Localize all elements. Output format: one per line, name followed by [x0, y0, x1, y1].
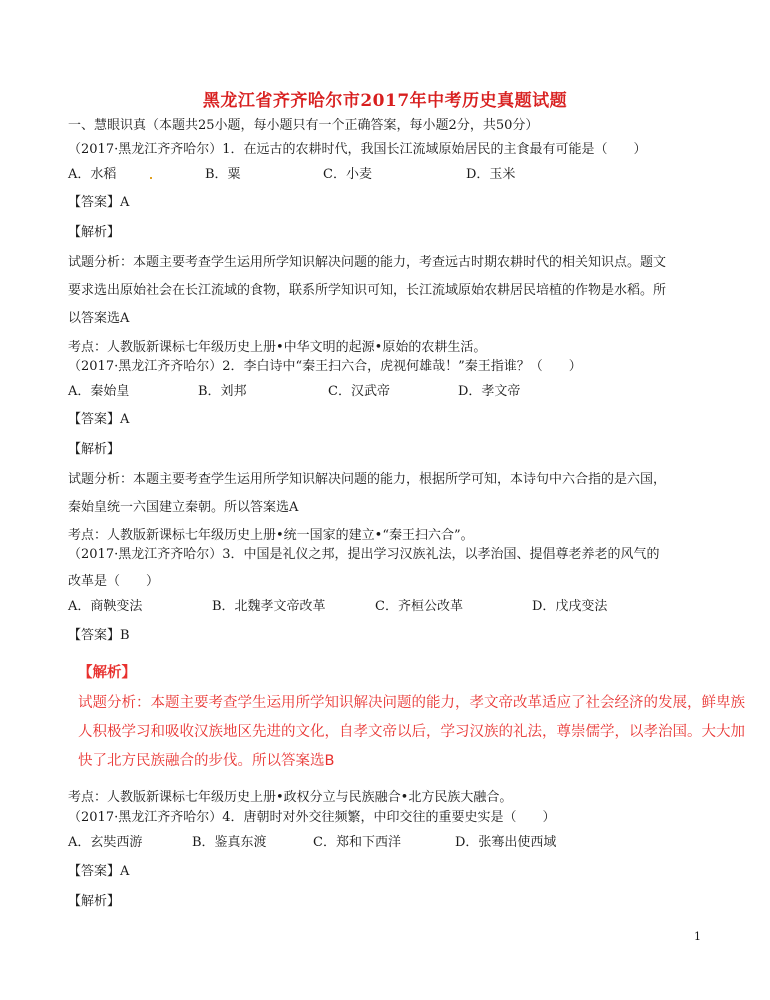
q2-analysis-line-2: 秦始皇统一六国建立秦朝。所以答案选A — [68, 500, 299, 515]
q2-option-a: A．秦始皇 — [68, 384, 130, 399]
q2-option-c: C．汉武帝 — [328, 384, 390, 399]
q4-analysis-heading: 【解析】 — [68, 894, 121, 909]
q4-option-a: A．玄奘西游 — [68, 835, 143, 850]
q2-answer: 【答案】A — [68, 412, 130, 427]
q4-option-d: D．张骞出使西域 — [455, 835, 557, 850]
q4-option-c: C．郑和下西洋 — [313, 835, 401, 850]
q4-answer: 【答案】A — [68, 864, 130, 879]
q3-option-c: C．齐桓公改革 — [375, 599, 463, 614]
question-4-stem: （2017·黑龙江齐齐哈尔）4．唐朝时对外交往频繁，中印交往的重要史实是（ ） — [68, 810, 556, 825]
q3-analysis-line-2: 人积极学习和吸收汉族地区先进的文化，自孝文帝以后，学习汉族的礼法，尊崇儒学，以孝治国。大大加 — [78, 724, 745, 740]
q2-option-b: B．刘邦 — [198, 384, 247, 399]
question-3-stem-line-2: 改革是（ ） — [68, 574, 160, 589]
q2-option-d: D．孝文帝 — [458, 384, 521, 399]
q1-answer: 【答案】A — [68, 195, 130, 210]
q3-option-b: B．北魏孝文帝改革 — [212, 599, 326, 614]
q1-knowledge-point: 考点：人教版新课标七年级历史上册•中华文明的起源•原始的农耕生活。 — [68, 340, 487, 355]
q4-option-b: B．鉴真东渡 — [192, 835, 267, 850]
q2-knowledge-point: 考点：人教版新课标七年级历史上册•统一国家的建立•“秦王扫六合”。 — [68, 528, 474, 543]
q3-answer: 【答案】B — [68, 628, 130, 643]
q3-analysis-line-1: 试题分析：本题主要考查学生运用所学知识解决问题的能力，孝文帝改革适应了社会经济的发展，鲜卑族 — [78, 695, 745, 711]
q1-option-a: A．水稻 — [68, 167, 117, 182]
q3-knowledge-point: 考点：人教版新课标七年级历史上册•政权分立与民族融合•北方民族大融合。 — [68, 790, 513, 805]
decorative-dot — [150, 177, 152, 179]
q3-option-a: A．商鞅变法 — [68, 599, 143, 614]
page-number: 1 — [694, 930, 701, 943]
q2-analysis-heading: 【解析】 — [68, 442, 121, 457]
q3-analysis-line-3: 快了北方民族融合的步伐。所以答案选B — [78, 753, 335, 769]
q1-analysis-line-2: 要求选出原始社会在长江流域的食物，联系所学知识可知，长江流域原始农耕居民培植的作物是水稻。所 — [68, 283, 667, 298]
page-title: 黑龙江省齐齐哈尔市2017年中考历史真题试题 — [202, 91, 568, 111]
q3-analysis-heading: 【解析】 — [78, 665, 136, 681]
question-1-stem: （2017·黑龙江齐齐哈尔）1．在远古的农耕时代，我国长江流域原始居民的主食最有可能是（ ） — [68, 142, 647, 157]
question-2-stem: （2017·黑龙江齐齐哈尔）2．李白诗中“秦王扫六合，虎视何雄哉！”秦王指谁？（ ） — [68, 359, 582, 374]
q2-analysis-line-1: 试题分析：本题主要考查学生运用所学知识解决问题的能力，根据所学可知，本诗句中六合指的是六国， — [68, 472, 667, 487]
q1-analysis-line-3: 以答案选A — [68, 311, 130, 326]
q3-option-d: D．戊戌变法 — [532, 599, 608, 614]
q1-option-c: C．小麦 — [323, 167, 372, 182]
q1-analysis-line-1: 试题分析：本题主要考查学生运用所学知识解决问题的能力，考查远古时期农耕时代的相关知识点。题文 — [68, 255, 667, 270]
q1-option-b: B．粟 — [205, 167, 241, 182]
q1-analysis-heading: 【解析】 — [68, 225, 121, 240]
question-3-stem-line-1: （2017·黑龙江齐齐哈尔）3．中国是礼仪之邦，提出学习汉族礼法，以孝治国、提倡尊老养老的风气的 — [68, 547, 660, 562]
q1-option-d: D．玉米 — [466, 167, 516, 182]
section-heading: 一、慧眼识真（本题共25小题，每小题只有一个正确答案，每小题2分，共50分） — [68, 118, 539, 133]
